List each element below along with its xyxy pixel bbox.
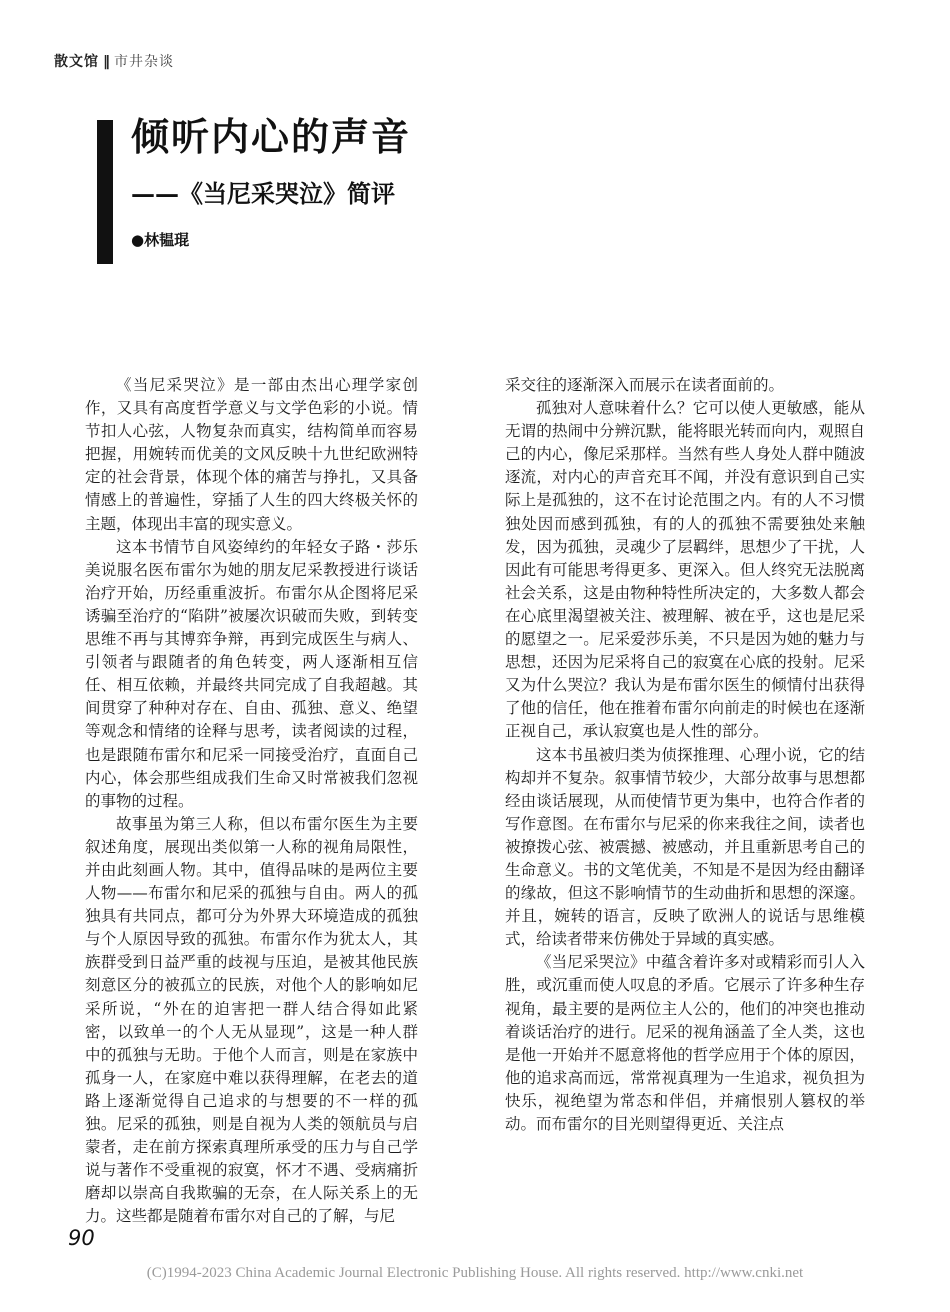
article-subtitle: ——《当尼采哭泣》简评 bbox=[131, 179, 395, 208]
column-subcategory: 市井杂谈 bbox=[114, 54, 174, 70]
column-name: 散文馆 bbox=[54, 54, 99, 70]
title-accent-bar bbox=[97, 120, 113, 264]
body-column-right bbox=[505, 374, 865, 1136]
page-number: 90 bbox=[68, 1226, 95, 1250]
column-separator: ‖ bbox=[103, 54, 110, 70]
paragraph-continuation: 采交往的逐渐深入而展示在读者面前的。 bbox=[505, 376, 785, 394]
article-author: ●林韫琨 bbox=[131, 231, 190, 249]
column-header bbox=[54, 52, 174, 72]
paragraph: 《当尼采哭泣》中蕴含着许多对或精彩而引人入胜，或沉重而使人叹息的矛盾。它展示了许多种生存视角，最主要的是两位主人公的，他们的冲突也推动着谈话治疗的进行。尼采的视角涵盖了全人类，这也是他一开始并不愿意将他的哲学应用于个体的原因，他的追求高而远，常常视真理为一生追求，视负担为快乐，视绝望为常态和伴侣，并痛恨别人篡权的举动。而布雷尔的目光则望得更近、关注点 bbox=[505, 953, 865, 1133]
paragraph: 孤独对人意味着什么？它可以使人更敏感，能从无谓的热闹中分辨沉默，能将眼光转而向内，观照自己的内心，像尼采那样。当然有些人身处人群中随波逐流，对内心的声音充耳不闻，并没有意识到自己实际上是孤独的，这不在讨论范围之内。有的人不习惯独处因而感到孤独，有的人的孤独不需要独处来触发，因为孤独，灵魂少了层羁绊，思想少了干扰，人因此有可能思考得更多、更深入。但人终究无法脱离社会关系，这是由物种特性所决定的，大多数人都会在心底里渴望被关注、被理解、被在乎，这也是尼采的愿望之一。尼采爱莎乐美，不只是因为她的魅力与思想，还因为尼采将自己的寂寞在心底的投射。尼采又为什么哭泣？我认为是布雷尔医生的倾情付出获得了他的信任，他在推着布雷尔向前走的时候也在逐渐正视自己，承认寂寞也是人性的部分。 bbox=[505, 399, 865, 741]
article-title: 倾听内心的声音 bbox=[131, 114, 412, 159]
paragraph: 故事虽为第三人称，但以布雷尔医生为主要叙述角度，展现出类似第一人称的视角局限性，并由此刻画人物。其中，值得品味的是两位主要人物——布雷尔和尼采的孤独与自由。两人的孤独具有共同点，都可分为外界大环境造成的孤独与个人原因导致的孤独。布雷尔作为犹太人，其族群受到日益严重的歧视与压迫，是被其他民族刻意区分的被孤立的民族，对他个人的影响如尼采所说，“外在的迫害把一群人结合得如此紧密，以致单一的个人无从显现”，这是一种人群中的孤独与无助。于他个人而言，则是在家族中孤身一人，在家庭中难以获得理解，在老去的道路上逐渐觉得自己追求的与想要的不一样的孤独。尼采的孤独，则是自视为人类的领航员与启蒙者，走在前方探索真理所承受的压力与自己学说与著作不受重视的寂寞，怀才不遇、受病痛折磨却以崇高自我欺骗的无奈，在人际关系上的无力。这些都是随着布雷尔对自己的了解，与尼 bbox=[85, 814, 418, 1226]
body-column-left bbox=[85, 374, 418, 1228]
copyright-notice: (C)1994-2023 China Academic Journal Electronic Publishing House. All rights reserved. http://www.cnki.net bbox=[146, 1265, 804, 1281]
paragraph: 这本书虽被归类为侦探推理、心理小说，它的结构却并不复杂。叙事情节较少，大部分故事与思想都经由谈话展现，从而使情节更为集中，也符合作者的写作意图。在布雷尔与尼采的你来我往之间，读者也被撩拨心弦、被震撼、被感动，并且重新思考自己的生命意义。书的文笔优美，不知是不是因为经由翻译的缘故，但这不影响情节的生动曲折和思想的深邃。并且，婉转的语言，反映了欧洲人的说话与思维模式，给读者带来仿佛处于异域的真实感。 bbox=[505, 745, 865, 949]
paragraph: 《当尼采哭泣》是一部由杰出心理学家创作，又具有高度哲学意义与文学色彩的小说。情节扣人心弦，人物复杂而真实，结构简单而容易把握，用婉转而优美的文风反映十九世纪欧洲特定的社会背景，体现个体的痛苦与挣扎，又具备情感上的普遍性，穿插了人生的四大终极关怀的主题，体现出丰富的现实意义。 bbox=[85, 376, 418, 533]
paragraph: 这本书情节自风姿绰约的年轻女子路・莎乐美说服名医布雷尔为她的朋友尼采教授进行谈话治疗开始，历经重重波折。布雷尔从企图将尼采诱骗至治疗的“陷阱”被屡次识破而失败，到转变思维不再与其博弈争辩，再到完成医生与病人、引领者与跟随者的角色转变，两人逐渐相互信任、相互依赖，并最终共同完成了自我超越。其间贯穿了种种对存在、自由、孤独、意义、绝望等观念和情绪的诠释与思考，读者阅读的过程，也是跟随布雷尔和尼采一同接受治疗，直面自己内心，体会那些组成我们生命又时常被我们忽视的事物的过程。 bbox=[85, 537, 418, 810]
